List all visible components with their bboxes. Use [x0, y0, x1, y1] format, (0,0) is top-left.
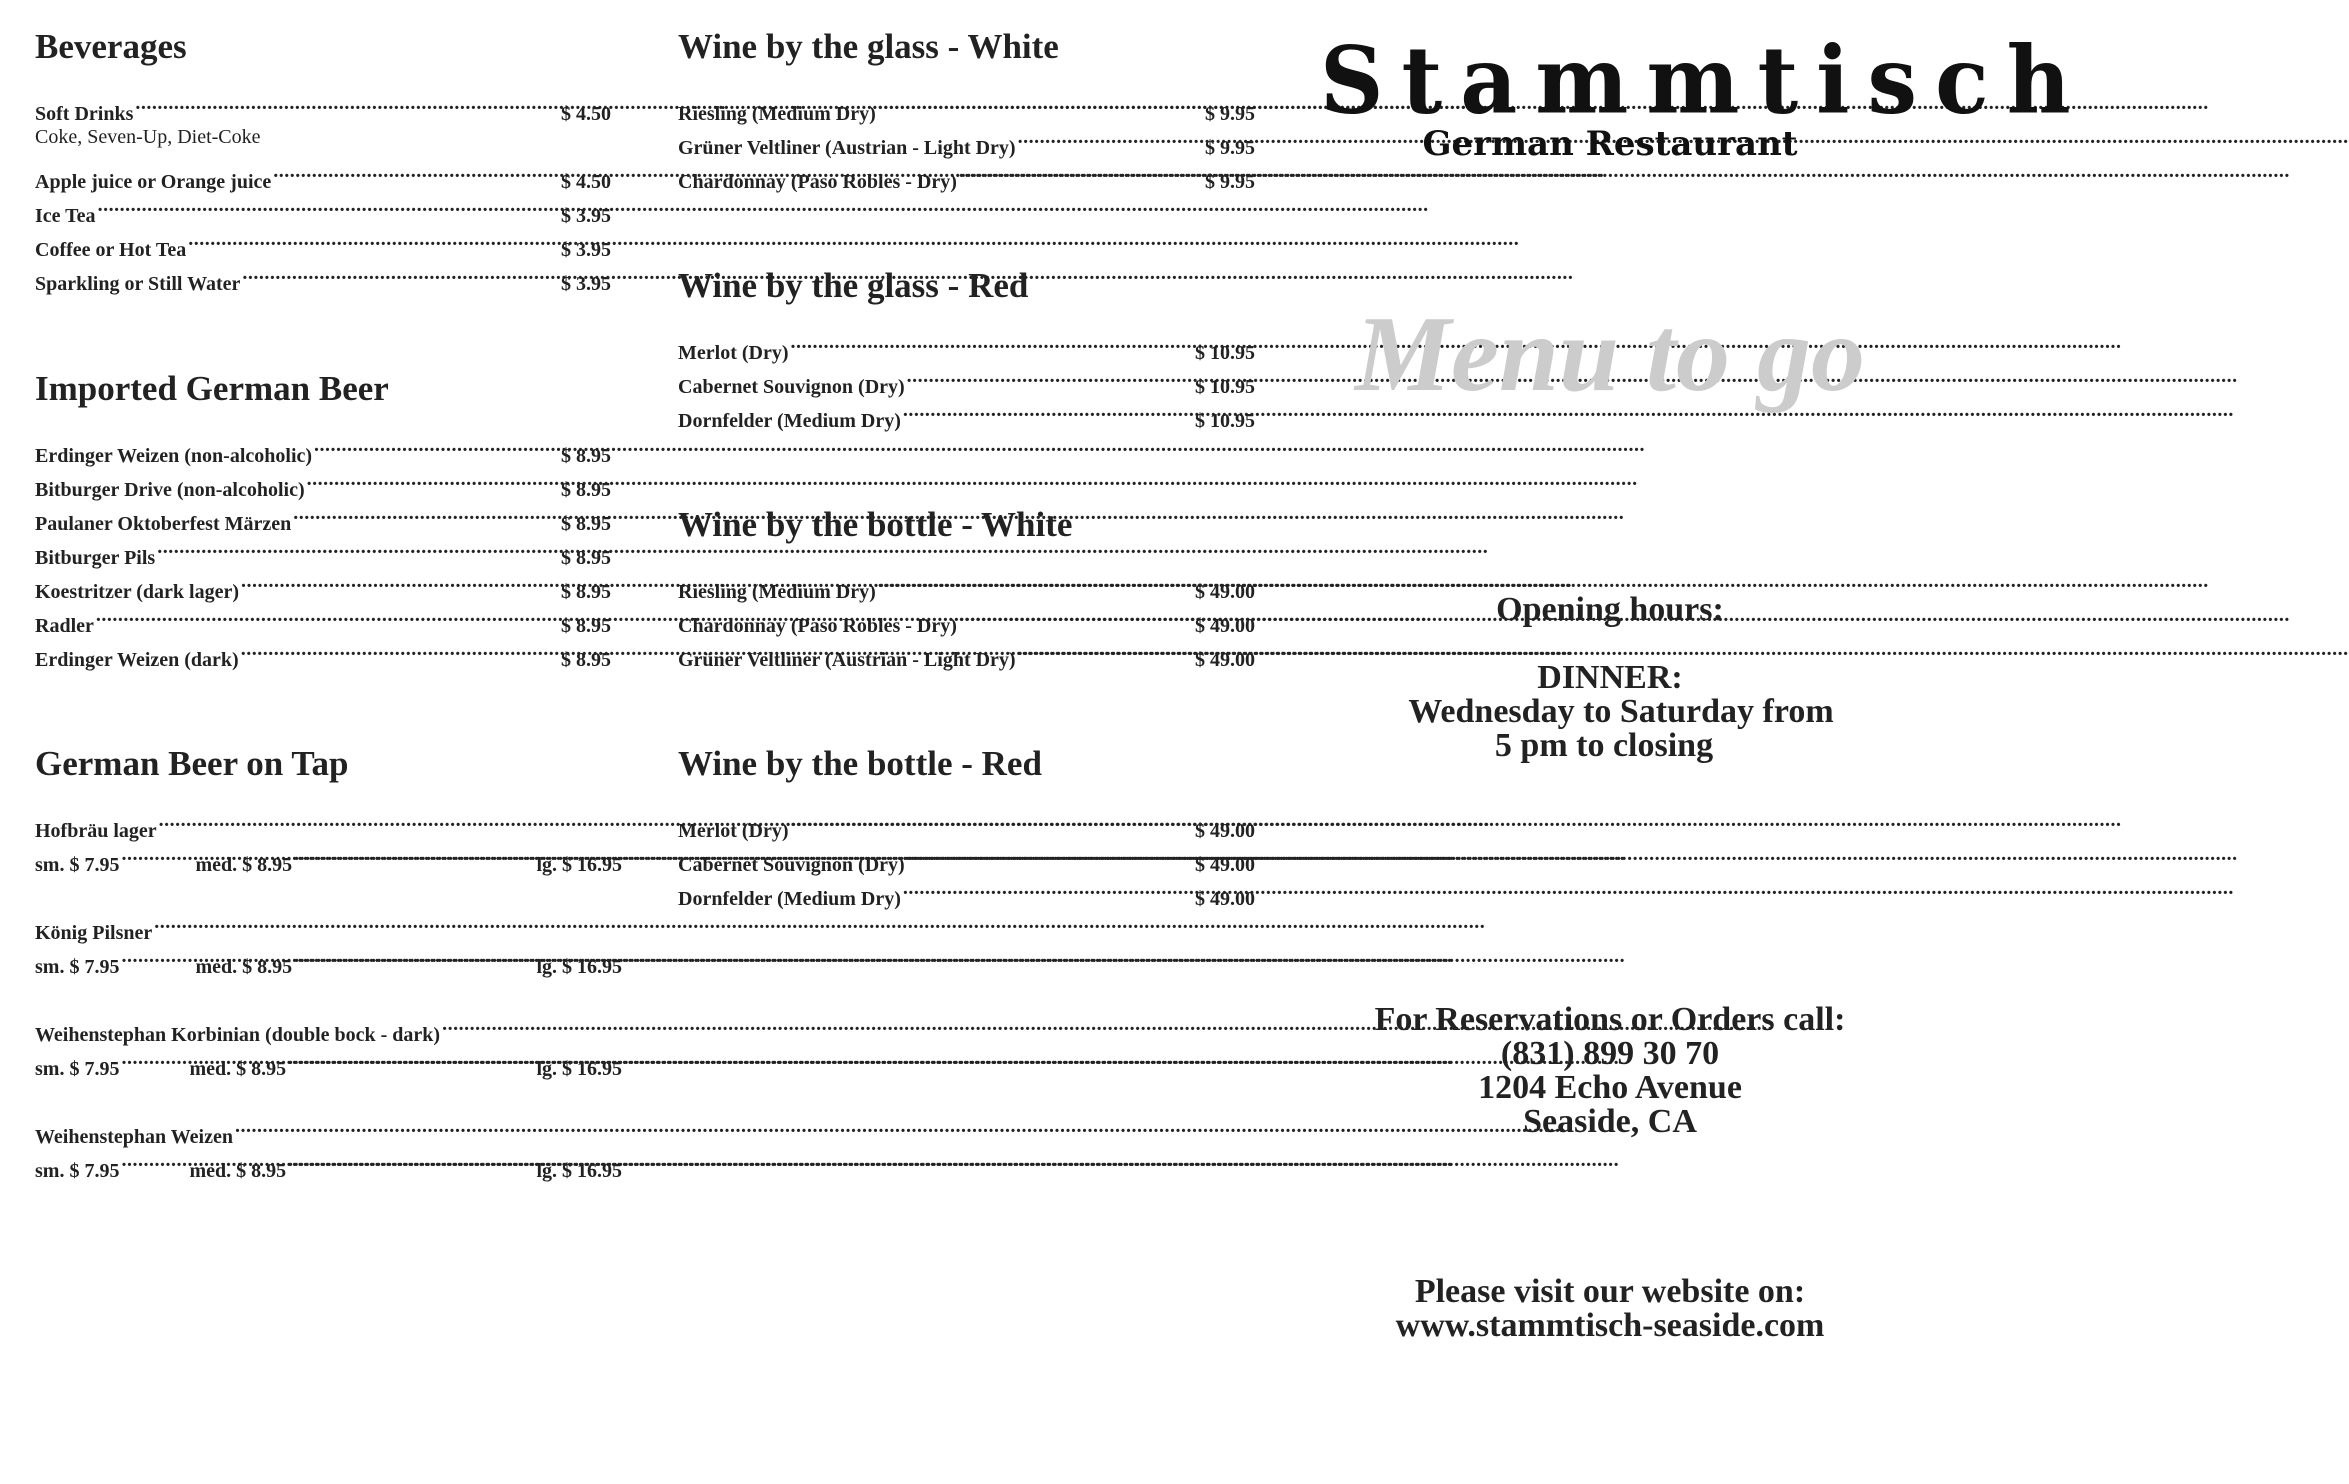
logo-subtitle: German Restaurant [1422, 124, 1798, 164]
item-name: Erdinger Weizen (dark) [35, 649, 239, 671]
dot-leader [903, 393, 1193, 427]
dot-leader [878, 86, 1203, 120]
item-name: Koestritzer (dark lager) [35, 581, 239, 603]
menu-item [35, 86, 611, 125]
hours-heading: Opening hours: [1496, 591, 1724, 628]
item-description: Coke, Seven-Up, Diet-Coke [35, 126, 261, 148]
item-list [678, 803, 1255, 910]
dot-leader [293, 496, 559, 530]
dot-leader [121, 939, 193, 973]
item-name: Weihenstephan Korbinian (double bock - dark) [35, 1024, 441, 1046]
price-small: sm. $ 7.95 [35, 854, 120, 876]
item-price: $ 49.00 [1195, 649, 1255, 671]
item-price: $ 4.50 [561, 171, 611, 193]
tap-item-price-row [35, 837, 622, 876]
dot-leader [791, 803, 1194, 837]
dot-leader [235, 1109, 620, 1143]
item-name: Erdinger Weizen (non-alcoholic) [35, 445, 313, 467]
item-name: Merlot (Dry) [678, 820, 789, 842]
item-name: Chardonnay (Paso Robles - Dry) [678, 615, 957, 637]
menu-item-note [35, 120, 611, 154]
tap-item [35, 1109, 622, 1182]
dot-leader [907, 837, 1193, 871]
item-price: $ 3.95 [561, 273, 611, 295]
item-name: Dornfelder (Medium Dry) [678, 410, 901, 432]
dot-leader [1018, 632, 1193, 666]
price-medium: med. $ 8.95 [195, 956, 293, 978]
item-list [678, 564, 1255, 671]
section-title: Beverages [35, 27, 187, 66]
dot-leader [907, 359, 1193, 393]
section-beverages [35, 27, 611, 295]
dot-leader [121, 1041, 187, 1075]
dot-leader [288, 1143, 534, 1177]
section-beer-on-tap [35, 744, 622, 1182]
contact-block [1320, 1003, 1900, 1139]
price-large: lg. $ 16.95 [536, 854, 622, 876]
item-name: Grüner Veltliner (Austrian - Light Dry) [678, 649, 1016, 671]
item-list [678, 86, 1255, 193]
hours-days: Wednesday to Saturday from [1408, 693, 1834, 730]
item-price: $ 8.95 [561, 615, 611, 637]
dot-leader [188, 222, 559, 256]
blank-line [1320, 627, 1900, 661]
menu-item [35, 188, 611, 227]
item-name: Merlot (Dry) [678, 342, 789, 364]
hours-time: 5 pm to closing [1494, 727, 1714, 764]
item-price: $ 9.95 [1205, 171, 1255, 193]
item-list [678, 325, 1255, 432]
tap-item [35, 905, 622, 978]
dot-leader [98, 188, 559, 222]
dot-leader [294, 939, 534, 973]
item-price: $ 10.95 [1195, 342, 1255, 364]
section-title: Wine by the bottle - White [678, 505, 1073, 544]
tap-item-price-row [35, 939, 622, 978]
item-price: $ 8.95 [561, 479, 611, 501]
city: Seaside, CA [1523, 1103, 1697, 1140]
menu-item [678, 564, 1255, 603]
menu-to-go-heading: Menu to go [1354, 295, 1866, 414]
price-medium: med. $ 8.95 [195, 854, 293, 876]
item-name: Riesling (Medium Dry) [678, 581, 876, 603]
menu-item [35, 598, 611, 637]
section-title: Wine by the bottle - Red [678, 744, 1042, 783]
price-medium: med. $ 8.95 [189, 1160, 287, 1182]
phone-number: (831) 899 30 70 [1500, 1035, 1720, 1072]
item-name: Apple juice or Orange juice [35, 171, 272, 193]
item-price: $ 9.95 [1205, 103, 1255, 125]
section-imported-beer [35, 369, 611, 671]
item-price: $ 8.95 [561, 513, 611, 535]
item-name: Grüner Veltliner (Austrian - Light Dry) [678, 137, 1016, 159]
dot-leader [288, 1041, 534, 1075]
item-price: $ 3.95 [561, 205, 611, 227]
item-price: $ 49.00 [1195, 820, 1255, 842]
section-wine-glass-white [678, 27, 1255, 193]
item-price: $ 10.95 [1195, 376, 1255, 398]
item-price: $ 8.95 [561, 649, 611, 671]
dot-leader [1018, 120, 1203, 154]
item-name: Ice Tea [35, 205, 96, 227]
section-wine-glass-red [678, 266, 1255, 432]
dot-leader [442, 1007, 620, 1041]
price-large: lg. $ 16.95 [536, 1160, 622, 1182]
item-price: $ 49.00 [1195, 854, 1255, 876]
hours-label: DINNER: [1537, 659, 1683, 696]
menu-item [35, 154, 611, 193]
item-price: $ 9.95 [1205, 137, 1255, 159]
item-name: Weihenstephan Weizen [35, 1126, 233, 1148]
section-title: German Beer on Tap [35, 744, 349, 783]
section-wine-bottle-white [678, 505, 1255, 671]
opening-hours [1320, 593, 1900, 763]
item-name: Radler [35, 615, 94, 637]
dot-leader [791, 325, 1194, 359]
tap-item-price-row [35, 1041, 622, 1080]
tap-item-name-row [35, 803, 622, 842]
tap-item [35, 803, 622, 876]
item-price: $ 10.95 [1195, 410, 1255, 432]
item-price: $ 8.95 [561, 445, 611, 467]
dot-leader [96, 598, 559, 632]
price-medium: med. $ 8.95 [189, 1058, 287, 1080]
item-price: $ 49.00 [1195, 615, 1255, 637]
item-name: König Pilsner [35, 922, 153, 944]
dot-leader [294, 837, 534, 871]
dot-leader [159, 803, 620, 837]
item-price: $ 49.00 [1195, 888, 1255, 910]
item-price: $ 49.00 [1195, 581, 1255, 603]
website-block [1320, 1275, 1900, 1343]
item-name: Soft Drinks [35, 103, 134, 125]
dot-leader [121, 1143, 187, 1177]
item-price: $ 8.95 [561, 547, 611, 569]
item-name: Chardonnay (Paso Robles - Dry) [678, 171, 957, 193]
price-small: sm. $ 7.95 [35, 1160, 120, 1182]
dot-leader [878, 564, 1193, 598]
tap-item [35, 1007, 622, 1080]
price-small: sm. $ 7.95 [35, 1058, 120, 1080]
dot-leader [959, 598, 1193, 632]
dot-leader [314, 428, 559, 462]
dot-leader [121, 837, 193, 871]
section-wine-bottle-red [678, 744, 1255, 910]
item-name: Dornfelder (Medium Dry) [678, 888, 901, 910]
price-small: sm. $ 7.95 [35, 956, 120, 978]
menu-item [35, 632, 611, 671]
street-address: 1204 Echo Avenue [1478, 1069, 1742, 1106]
dot-leader [135, 86, 559, 120]
section-title: Wine by the glass - White [678, 27, 1059, 66]
item-list [35, 803, 622, 1211]
website-text: Please visit our website on: [1414, 1273, 1806, 1310]
tap-item-name-row [35, 1109, 622, 1148]
dot-leader [273, 154, 559, 188]
dot-leader [157, 530, 559, 564]
item-name: Paulaner Oktoberfest Märzen [35, 513, 292, 535]
dot-leader [242, 256, 559, 290]
dot-leader [903, 871, 1193, 905]
item-name: Bitburger Drive (non-alcoholic) [35, 479, 305, 501]
item-name: Sparkling or Still Water [35, 273, 241, 295]
dot-leader [241, 632, 559, 666]
tap-item-price-row [35, 1143, 622, 1182]
item-name: Coffee or Hot Tea [35, 239, 187, 261]
item-name: Bitburger Pils [35, 547, 156, 569]
item-name: Cabernet Souvignon (Dry) [678, 854, 905, 876]
menu-item [678, 325, 1255, 364]
item-price: $ 4.50 [561, 103, 611, 125]
menu-item [35, 222, 611, 261]
price-large: lg. $ 16.95 [536, 1058, 622, 1080]
menu-item [678, 803, 1255, 842]
website-url: www.stammtisch-seaside.com [1395, 1307, 1825, 1344]
restaurant-logo [1320, 25, 2089, 164]
menu-item [678, 86, 1255, 125]
logo-name: Stammtisch [1320, 25, 2089, 135]
dot-leader [241, 564, 559, 598]
dot-leader [307, 462, 559, 496]
item-list [35, 86, 611, 295]
item-price: $ 3.95 [561, 239, 611, 261]
item-name: Cabernet Souvignon (Dry) [678, 376, 905, 398]
reservation-text: For Reservations or Orders call: [1374, 1001, 1846, 1038]
tap-item-name-row [35, 905, 622, 944]
section-title: Wine by the glass - Red [678, 266, 1029, 305]
item-price: $ 8.95 [561, 581, 611, 603]
tap-item-name-row [35, 1007, 622, 1046]
section-title: Imported German Beer [35, 369, 389, 408]
dot-leader [959, 154, 1203, 188]
dot-leader [154, 905, 620, 939]
item-name: Hofbräu lager [35, 820, 157, 842]
price-large: lg. $ 16.95 [536, 956, 622, 978]
item-list [35, 428, 611, 671]
item-name: Riesling (Medium Dry) [678, 103, 876, 125]
menu-item [35, 428, 611, 467]
